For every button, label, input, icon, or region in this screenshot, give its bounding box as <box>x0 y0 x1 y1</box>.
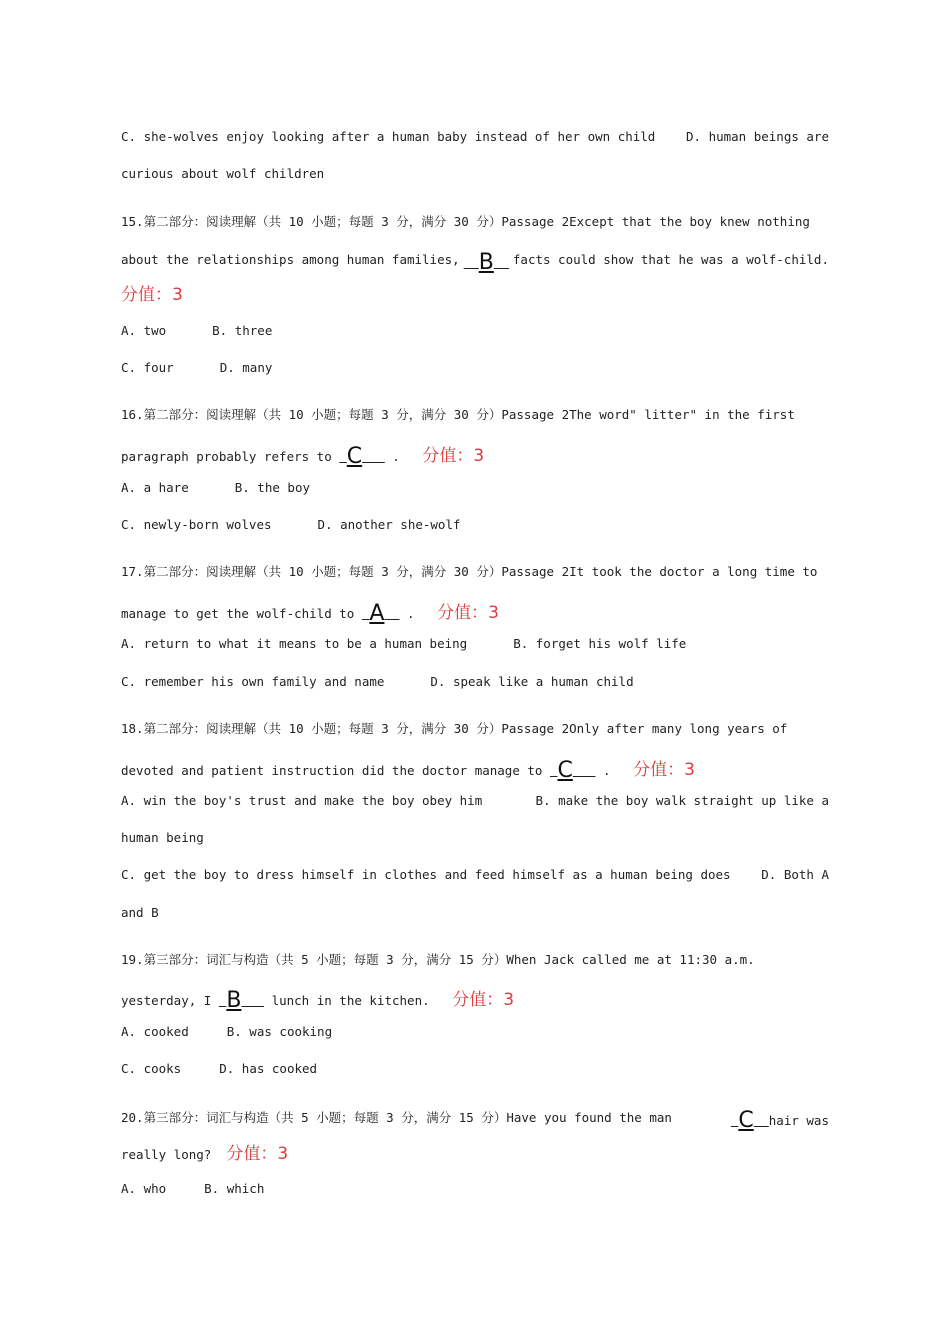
q20-stem-line2 <box>121 1146 829 1163</box>
q15-answer: B <box>478 250 494 275</box>
q20-options-ab <box>121 1181 829 1197</box>
q16-options-cd <box>121 517 829 533</box>
q16-options-ab <box>121 480 829 496</box>
q20-stem-pre: 20.第三部分：词汇与构造（共 5 小题；每题 3 分，满分 15 分）Have you found the man <box>121 1110 672 1125</box>
q15-score: 分值：3 <box>121 285 183 305</box>
q20-answer: C <box>738 1108 754 1133</box>
q19-score: 分值：3 <box>452 990 515 1010</box>
q14-option-d-continued <box>121 166 829 182</box>
q20-stem-post: hair was <box>768 1113 829 1128</box>
q18-option-d-continued <box>121 905 829 921</box>
q17-options-cd <box>121 674 829 690</box>
q19-option-a: A. cooked <box>121 1024 189 1039</box>
q16-option-b: B. the boy <box>234 480 310 495</box>
q19-option-b: B. was cooking <box>226 1024 333 1039</box>
q18-option-d: D. Both A <box>761 867 829 882</box>
q18-options-cd <box>121 867 829 883</box>
q17-option-a: A. return to what it means to be a human being <box>121 636 468 651</box>
q18-option-a: A. win the boy's trust and make the boy obey him <box>121 793 483 808</box>
q15-option-c: C. four <box>121 360 174 375</box>
q18-options-ab <box>121 793 829 809</box>
q16-stem-pre: paragraph probably refers to <box>121 449 332 464</box>
q15-options-cd <box>121 360 829 376</box>
q19-stem-line1: 19.第三部分：词汇与构造（共 5 小题；每题 3 分，满分 15 分）When Jack called me at 11:30 a.m. <box>121 952 755 967</box>
q18-option-b-continued <box>121 830 829 846</box>
q19-options-ab <box>121 1024 829 1040</box>
q18-option-c: C. get the boy to dress himself in clothes and feed himself as a human being does <box>121 867 731 882</box>
q17-answer: A <box>369 601 385 626</box>
q19-answer: B <box>226 988 242 1013</box>
q15-stem-pre: about the relationships among human families, <box>121 252 460 267</box>
q19-option-d: D. has cooked <box>219 1061 318 1076</box>
q18-score: 分值：3 <box>633 760 695 780</box>
q17-stem-pre: manage to get the wolf-child to <box>121 606 355 621</box>
q17-option-b: B. forget his wolf life <box>513 636 687 651</box>
q18-stem-line2 <box>121 760 829 782</box>
q15-option-a: A. two <box>121 323 167 338</box>
q18-option-b-end: human being <box>121 830 204 845</box>
q18-option-b: B. make the boy walk straight up like a <box>535 793 829 808</box>
q17-stem-post: . <box>407 606 415 621</box>
q18-stem-line1: 18.第二部分：阅读理解（共 10 小题；每题 3 分，满分 30 分）Passage 2Only after many long years of <box>121 721 788 736</box>
q17-score: 分值：3 <box>437 603 499 623</box>
q17-options-ab <box>121 636 829 652</box>
q15-answer-blank <box>464 252 509 274</box>
q14-options-line <box>121 129 829 145</box>
q20-stem-line2-text: really long? <box>121 1147 212 1162</box>
q16-stem-line2 <box>121 446 829 468</box>
q20-option-b: B. which <box>204 1181 265 1196</box>
q20-stem-line1 <box>121 1110 829 1132</box>
q16-stem-post: . <box>392 449 400 464</box>
q18-stem-pre: devoted and patient instruction did the doctor manage to <box>121 763 543 778</box>
q15-score-line <box>121 287 829 304</box>
q19-stem-line2 <box>121 990 829 1012</box>
q20-answer-blank <box>731 1110 829 1132</box>
q15-stem-post: facts could show that he was a wolf-child. <box>512 252 829 267</box>
q15-option-b: B. three <box>212 323 273 338</box>
q18-option-d-end: and B <box>121 905 159 920</box>
q17-option-c: C. remember his own family and name <box>121 674 385 689</box>
q16-option-c: C. newly-born wolves <box>121 517 272 532</box>
q16-answer: C <box>346 444 363 469</box>
q16-score: 分值：3 <box>422 446 485 466</box>
q17-stem-line1: 17.第二部分：阅读理解（共 10 小题；每题 3 分，满分 30 分）Passage 2It took the doctor a long time to <box>121 564 818 579</box>
q15-option-d: D. many <box>219 360 273 375</box>
q16-stem-line1: 16.第二部分：阅读理解（共 10 小题；每题 3 分，满分 30 分）Passage 2The word" litter" in the first <box>121 407 795 422</box>
q17-stem-line2 <box>121 603 829 625</box>
q19-stem-pre: yesterday, I <box>121 993 212 1008</box>
q16-option-d: D. another she-wolf <box>317 517 461 532</box>
q15-options-ab <box>121 323 829 339</box>
q19-stem-post: lunch in the kitchen. <box>271 993 430 1008</box>
q14-option-d-end: curious about wolf children <box>121 166 325 181</box>
q14-option-c: C. she-wolves enjoy looking after a human baby instead of her own child <box>121 129 656 144</box>
q15-stem-line2 <box>121 252 829 274</box>
q16-option-a: A. a hare <box>121 480 189 495</box>
q18-stem-post: . <box>602 763 611 778</box>
q14-option-d: D. human beings are <box>686 129 829 144</box>
q20-option-a: A. who <box>121 1181 167 1196</box>
q20-score: 分值：3 <box>226 1144 289 1164</box>
q19-options-cd <box>121 1061 829 1077</box>
q19-option-c: C. cooks <box>121 1061 182 1076</box>
q17-option-d: D. speak like a human child <box>430 674 634 689</box>
q15-stem-line1: 15.第二部分：阅读理解（共 10 小题；每题 3 分，满分 30 分）Passage 2Except that the boy knew nothing <box>121 214 810 229</box>
q18-answer: C <box>557 758 573 783</box>
